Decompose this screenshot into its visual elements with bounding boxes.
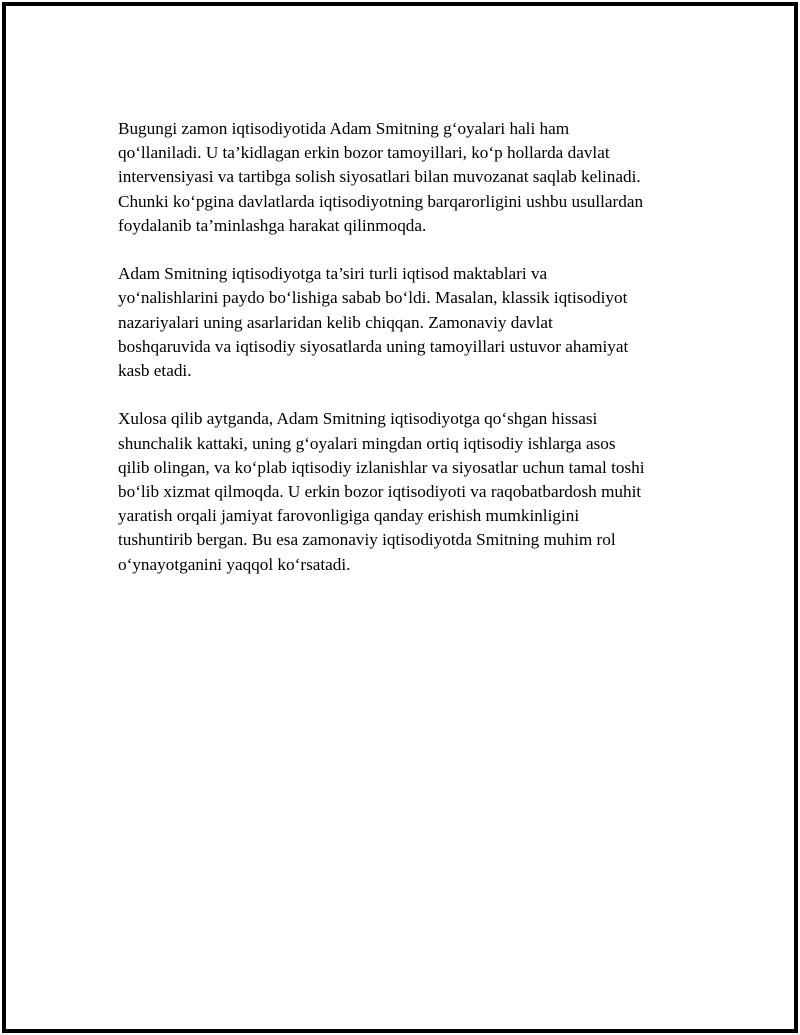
paragraph-2: Adam Smitning iqtisodiyotga ta’siri turli iqtisod maktablari va yo‘nalishlarini paydo bo‘lishiga sabab bo‘ldi. Masalan, klassik iqtisodiyot nazariyalari uning asarlaridan kelib chiqqan. Zamonaviy davlat boshqaruvida va iqtisodiy siyosatlarda uning tamoyillari ustuvor ahamiyat kasb etadi. xyxy=(118,264,629,381)
paragraph-3: Xulosa qilib aytganda, Adam Smitning iqtisodiyotga qo‘shgan hissasi shunchalik kattaki, uning g‘oyalari mingdan ortiq iqtisodiy ishlarga asos qilib olingan, va ko‘plab iqtisodiy izlanishlar va siyosatlar uchun tamal toshi bo‘lib xizmat qilmoqda. U erkin bozor iqtisodiyoti va raqobatbardosh muhit yaratish orqali jamiyat farovonligiga qanday erishish mumkinligini tushuntirib bergan. Bu esa zamonaviy iqtisodiyotda Smitning muhim rol o‘ynayotganini yaqqol ko‘rsatadi. xyxy=(118,409,645,574)
document-body xyxy=(118,117,693,601)
paragraph-1: Bugungi zamon iqtisodiyotida Adam Smitning g‘oyalari hali ham qo‘llaniladi. U ta’kidlagan erkin bozor tamoyillari, ko‘p hollarda davlat intervensiyasi va tartibga solish siyosatlari bilan muvozanat saqlab kelinadi. Chunki ko‘pgina davlatlarda iqtisodiyotning barqarorligini ushbu usullardan foydalanib ta’minlashga harakat qilinmoqda. xyxy=(118,119,644,235)
